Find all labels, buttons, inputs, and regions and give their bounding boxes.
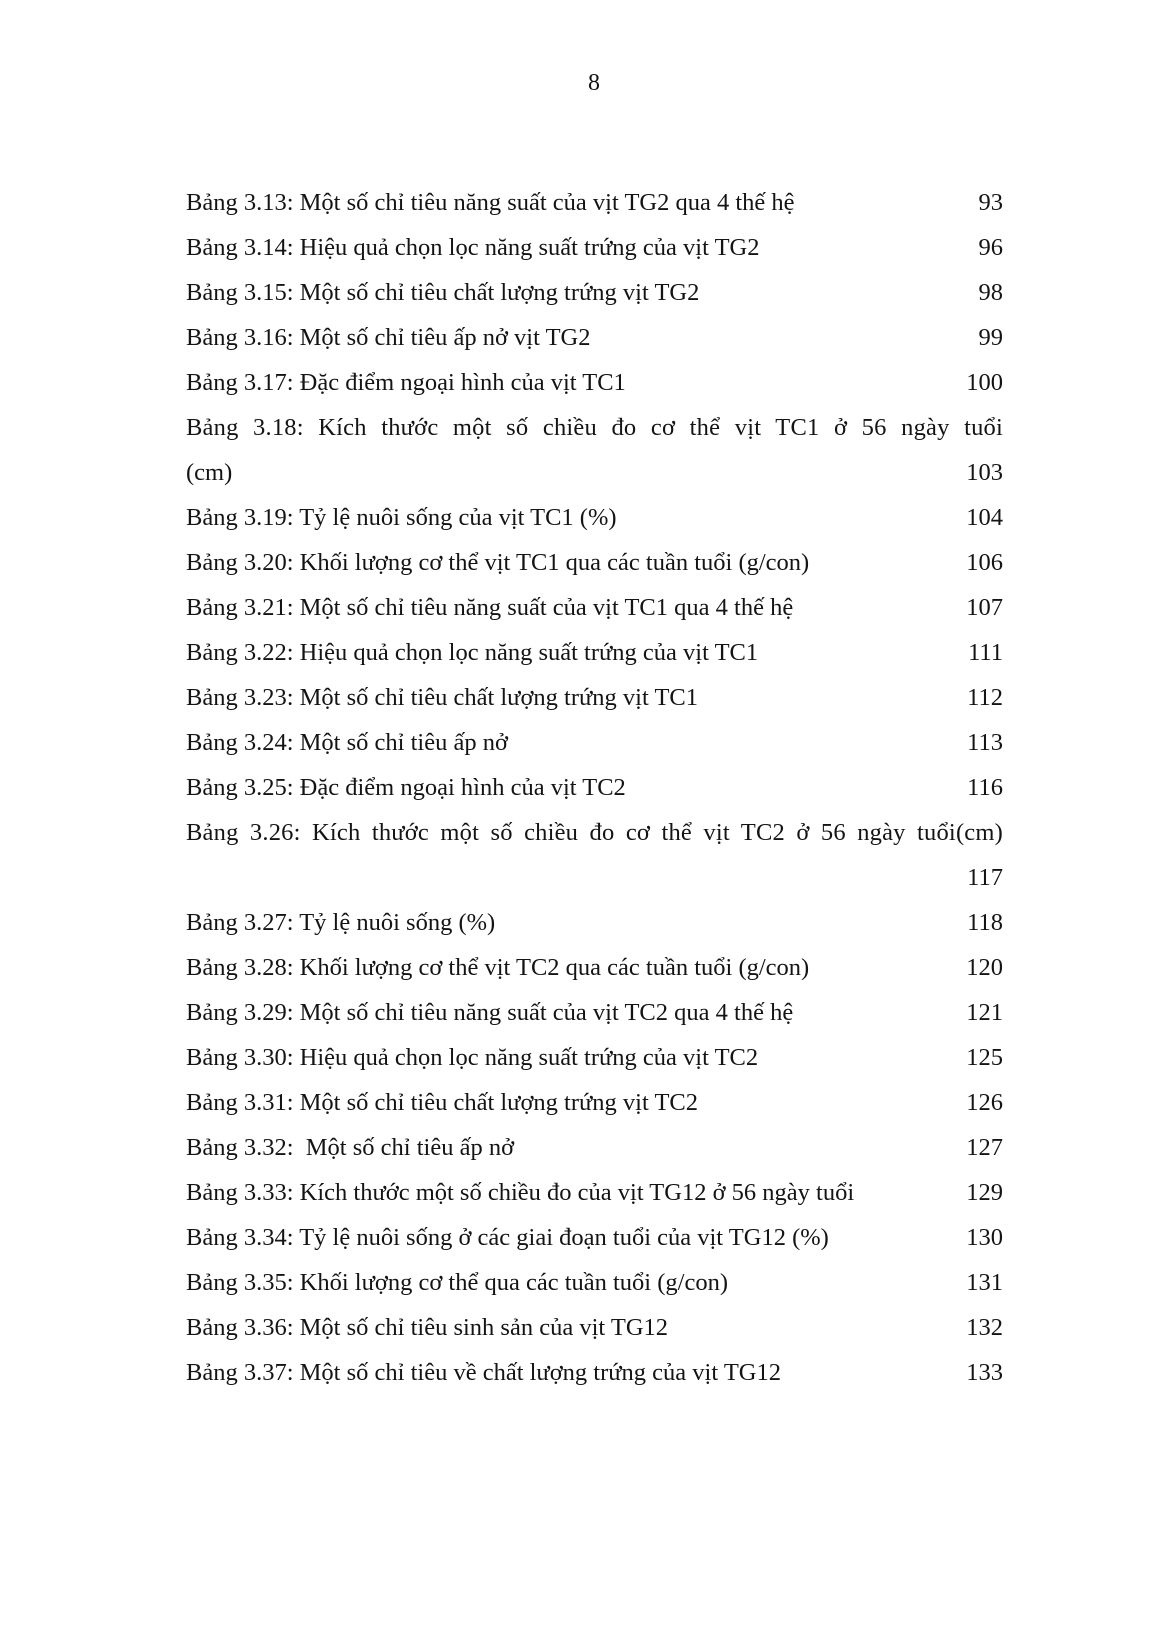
toc-entry[interactable] bbox=[186, 495, 1003, 540]
toc-entry-title: Bảng 3.15: Một số chỉ tiêu chất lượng trứng vịt TG2 bbox=[186, 279, 700, 306]
toc-entry-page: 118 bbox=[967, 909, 1003, 936]
toc-entry-title: Bảng 3.16: Một số chỉ tiêu ấp nở vịt TG2 bbox=[186, 324, 591, 351]
toc-entry-page: 106 bbox=[966, 549, 1003, 576]
toc-entry-page: 126 bbox=[966, 1089, 1003, 1116]
toc-entry[interactable] bbox=[186, 585, 1003, 630]
page-number: 8 bbox=[588, 70, 600, 96]
toc-entry-title: Bảng 3.13: Một số chỉ tiêu năng suất của vịt TG2 qua 4 thế hệ bbox=[186, 189, 795, 216]
toc-entry[interactable] bbox=[186, 900, 1003, 945]
toc-entry-page: 132 bbox=[966, 1314, 1003, 1341]
toc-entry[interactable] bbox=[186, 1125, 1003, 1170]
toc-entry-page: 93 bbox=[978, 189, 1003, 216]
toc-entry-title: Bảng 3.22: Hiệu quả chọn lọc năng suất trứng của vịt TC1 bbox=[186, 639, 759, 666]
toc-entry-page: 117 bbox=[967, 864, 1003, 891]
toc-entry-page: 133 bbox=[966, 1359, 1003, 1386]
toc-entry-page: 99 bbox=[978, 324, 1003, 351]
toc-entry-page: 116 bbox=[967, 774, 1003, 801]
toc-entry-line2[interactable] bbox=[186, 450, 1003, 495]
toc-entry-title: Bảng 3.18: Kích thước một số chiều đo cơ thể vịt TC1 ở 56 ngày tuổi bbox=[186, 414, 1003, 441]
toc-entry[interactable] bbox=[186, 765, 1003, 810]
toc-entry-line1[interactable] bbox=[186, 405, 1003, 450]
toc-entry[interactable] bbox=[186, 315, 1003, 360]
toc-entry[interactable] bbox=[186, 225, 1003, 270]
toc-entry-title-continued: (cm) bbox=[186, 459, 233, 486]
toc-entry-page: 96 bbox=[978, 234, 1003, 261]
toc-entry[interactable] bbox=[186, 540, 1003, 585]
toc-entry[interactable] bbox=[186, 180, 1003, 225]
toc-entry[interactable] bbox=[186, 675, 1003, 720]
toc-entry[interactable] bbox=[186, 1305, 1003, 1350]
toc-entry[interactable] bbox=[186, 720, 1003, 765]
toc-entry-page: 113 bbox=[967, 729, 1003, 756]
toc-entry-page: 129 bbox=[966, 1179, 1003, 1206]
toc-entry-page: 121 bbox=[966, 999, 1003, 1026]
toc-entry-title: Bảng 3.21: Một số chỉ tiêu năng suất của vịt TC1 qua 4 thế hệ bbox=[186, 594, 794, 621]
toc-entry-title: Bảng 3.33: Kích thước một số chiều đo của vịt TG12 ở 56 ngày tuổi bbox=[186, 1179, 855, 1206]
toc-entry-title: Bảng 3.37: Một số chỉ tiêu về chất lượng trứng của vịt TG12 bbox=[186, 1359, 781, 1386]
toc-entry-title: Bảng 3.29: Một số chỉ tiêu năng suất của vịt TC2 qua 4 thế hệ bbox=[186, 999, 794, 1026]
toc-entry[interactable] bbox=[186, 270, 1003, 315]
toc-entry[interactable] bbox=[186, 1350, 1003, 1395]
toc-entry[interactable] bbox=[186, 1035, 1003, 1080]
toc-entry-page: 100 bbox=[966, 369, 1003, 396]
toc-entry-title: Bảng 3.30: Hiệu quả chọn lọc năng suất trứng của vịt TC2 bbox=[186, 1044, 759, 1071]
toc-entry-page: 111 bbox=[968, 639, 1003, 666]
toc-entry-title: Bảng 3.23: Một số chỉ tiêu chất lượng trứng vịt TC1 bbox=[186, 684, 699, 711]
toc-entry-page: 130 bbox=[966, 1224, 1003, 1251]
toc-entry-title: Bảng 3.31: Một số chỉ tiêu chất lượng trứng vịt TC2 bbox=[186, 1089, 699, 1116]
toc-entry-line2[interactable] bbox=[186, 855, 1003, 900]
toc-entry-page: 112 bbox=[967, 684, 1003, 711]
toc-entry-title: Bảng 3.34: Tỷ lệ nuôi sống ở các giai đoạn tuổi của vịt TG12 (%) bbox=[186, 1224, 829, 1251]
toc-entry-title: Bảng 3.20: Khối lượng cơ thể vịt TC1 qua các tuần tuổi (g/con) bbox=[186, 549, 810, 576]
toc-entry-title: Bảng 3.26: Kích thước một số chiều đo cơ thể vịt TC2 ở 56 ngày tuổi(cm) bbox=[186, 819, 1003, 846]
toc-entry[interactable] bbox=[186, 1260, 1003, 1305]
toc-entry-page: 127 bbox=[966, 1134, 1003, 1161]
toc-entry-page: 98 bbox=[978, 279, 1003, 306]
list-of-tables bbox=[186, 180, 1003, 1395]
toc-entry-page: 131 bbox=[966, 1269, 1003, 1296]
toc-entry-title: Bảng 3.24: Một số chỉ tiêu ấp nở bbox=[186, 729, 508, 756]
toc-entry[interactable] bbox=[186, 1215, 1003, 1260]
toc-entry-page: 107 bbox=[966, 594, 1003, 621]
toc-entry[interactable] bbox=[186, 630, 1003, 675]
toc-entry-page: 125 bbox=[966, 1044, 1003, 1071]
toc-entry-title: Bảng 3.36: Một số chỉ tiêu sinh sản của vịt TG12 bbox=[186, 1314, 669, 1341]
toc-entry-line1[interactable] bbox=[186, 810, 1003, 855]
toc-entry-page: 104 bbox=[966, 504, 1003, 531]
toc-entry-title: Bảng 3.28: Khối lượng cơ thể vịt TC2 qua các tuần tuổi (g/con) bbox=[186, 954, 810, 981]
toc-entry-page: 120 bbox=[966, 954, 1003, 981]
toc-entry[interactable] bbox=[186, 1080, 1003, 1125]
toc-entry-title: Bảng 3.25: Đặc điểm ngoại hình của vịt TC2 bbox=[186, 774, 626, 801]
toc-entry-page: 103 bbox=[966, 459, 1003, 486]
toc-entry-title: Bảng 3.35: Khối lượng cơ thể qua các tuần tuổi (g/con) bbox=[186, 1269, 728, 1296]
toc-entry-title: Bảng 3.17: Đặc điểm ngoại hình của vịt TC1 bbox=[186, 369, 626, 396]
toc-entry[interactable] bbox=[186, 1170, 1003, 1215]
toc-entry-title: Bảng 3.32: Một số chỉ tiêu ấp nở bbox=[186, 1134, 515, 1161]
toc-entry-title: Bảng 3.27: Tỷ lệ nuôi sống (%) bbox=[186, 909, 496, 936]
toc-entry[interactable] bbox=[186, 945, 1003, 990]
toc-entry-title: Bảng 3.14: Hiệu quả chọn lọc năng suất trứng của vịt TG2 bbox=[186, 234, 760, 261]
toc-entry[interactable] bbox=[186, 360, 1003, 405]
toc-entry[interactable] bbox=[186, 990, 1003, 1035]
toc-entry-title: Bảng 3.19: Tỷ lệ nuôi sống của vịt TC1 (%) bbox=[186, 504, 617, 531]
